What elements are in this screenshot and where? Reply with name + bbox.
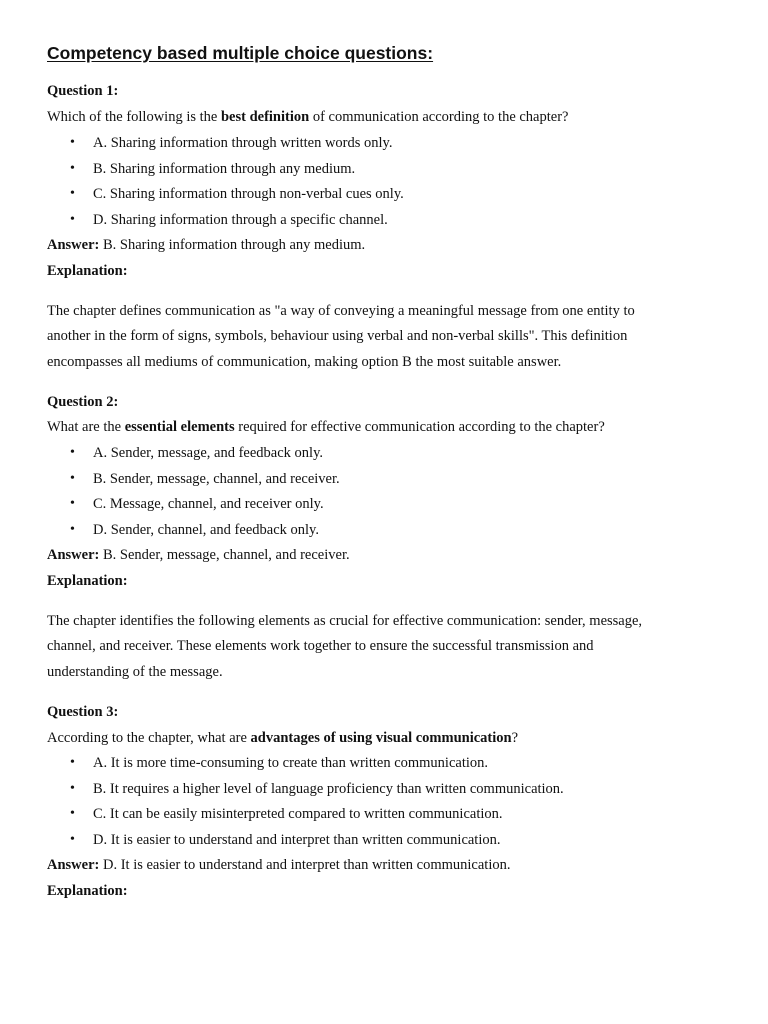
- question-1-explanation-line: The chapter defines communication as "a way of conveying a meaningful message from one entity to: [47, 303, 635, 319]
- answer-label: Answer:: [47, 857, 100, 873]
- question-3-option-b: B. It requires a higher level of language proficiency than written communication.: [93, 781, 564, 797]
- answer-label: Answer:: [47, 547, 100, 563]
- question-1-heading: Question 1:: [47, 83, 119, 99]
- bullet-icon: •: [70, 781, 75, 796]
- bullet-icon: •: [70, 806, 75, 821]
- bullet-icon: •: [70, 832, 75, 847]
- question-3-option-a: A. It is more time-consuming to create than written communication.: [93, 755, 489, 771]
- question-2-option-c: C. Message, channel, and receiver only.: [93, 496, 324, 512]
- bullet-icon: •: [70, 496, 75, 511]
- prompt-text: ?: [511, 730, 519, 746]
- question-2-explanation-line: understanding of the message.: [47, 664, 223, 680]
- answer-text: B. Sender, message, channel, and receiver.: [99, 547, 350, 563]
- prompt-emphasis: advantages of using visual communication: [250, 730, 512, 746]
- prompt-emphasis: essential elements: [124, 419, 235, 435]
- bullet-icon: •: [70, 755, 75, 770]
- question-2-option-b: B. Sender, message, channel, and receiver.: [93, 471, 340, 487]
- bullet-icon: •: [70, 212, 75, 227]
- question-3-prompt: [47, 729, 518, 747]
- question-2-prompt: [47, 418, 605, 436]
- question-1-explanation-line: encompasses all mediums of communication, making option B the most suitable answer.: [47, 354, 562, 370]
- question-1-explanation-line: another in the form of signs, symbols, behaviour using verbal and non-verbal skills". This definition: [47, 328, 628, 344]
- answer-text: D. It is easier to understand and interpret than written communication.: [99, 857, 511, 873]
- question-1-option-c: C. Sharing information through non-verbal cues only.: [93, 186, 404, 202]
- question-1-explanation-label: Explanation:: [47, 263, 128, 279]
- question-1-option-b: B. Sharing information through any medium.: [93, 161, 356, 177]
- prompt-emphasis: best definition: [220, 109, 310, 125]
- question-2-explanation-label: Explanation:: [47, 573, 128, 589]
- question-3-option-d: D. It is easier to understand and interpret than written communication.: [93, 832, 501, 848]
- document-title: Competency based multiple choice questions:: [47, 43, 434, 63]
- question-3-option-c: C. It can be easily misinterpreted compared to written communication.: [93, 806, 503, 822]
- question-2-heading: Question 2:: [47, 394, 119, 410]
- question-2-explanation-line: channel, and receiver. These elements work together to ensure the successful transmission and: [47, 638, 594, 654]
- bullet-icon: •: [70, 522, 75, 537]
- question-1-prompt: [47, 108, 568, 126]
- prompt-text: Which of the following is the: [47, 109, 221, 125]
- prompt-text: required for effective communication according to the chapter?: [234, 419, 605, 435]
- bullet-icon: •: [70, 186, 75, 201]
- bullet-icon: •: [70, 135, 75, 150]
- question-1-option-a: A. Sharing information through written words only.: [93, 135, 393, 151]
- question-2-option-d: D. Sender, channel, and feedback only.: [93, 522, 319, 538]
- question-2-answer: [47, 546, 350, 564]
- answer-text: B. Sharing information through any medium.: [99, 237, 366, 253]
- prompt-text: According to the chapter, what are: [47, 730, 251, 746]
- question-3-explanation-label: Explanation:: [47, 883, 128, 899]
- question-1-answer: [47, 236, 365, 254]
- question-3-heading: Question 3:: [47, 704, 119, 720]
- question-2-explanation-line: The chapter identifies the following elements as crucial for effective communication: sender, message,: [47, 613, 643, 629]
- question-1-option-d: D. Sharing information through a specific channel.: [93, 212, 388, 228]
- prompt-text: of communication according to the chapter?: [309, 109, 569, 125]
- bullet-icon: •: [70, 161, 75, 176]
- answer-label: Answer:: [47, 237, 100, 253]
- question-3-answer: [47, 856, 510, 874]
- prompt-text: What are the: [47, 419, 125, 435]
- question-2-option-a: A. Sender, message, and feedback only.: [93, 445, 323, 461]
- bullet-icon: •: [70, 445, 75, 460]
- bullet-icon: •: [70, 471, 75, 486]
